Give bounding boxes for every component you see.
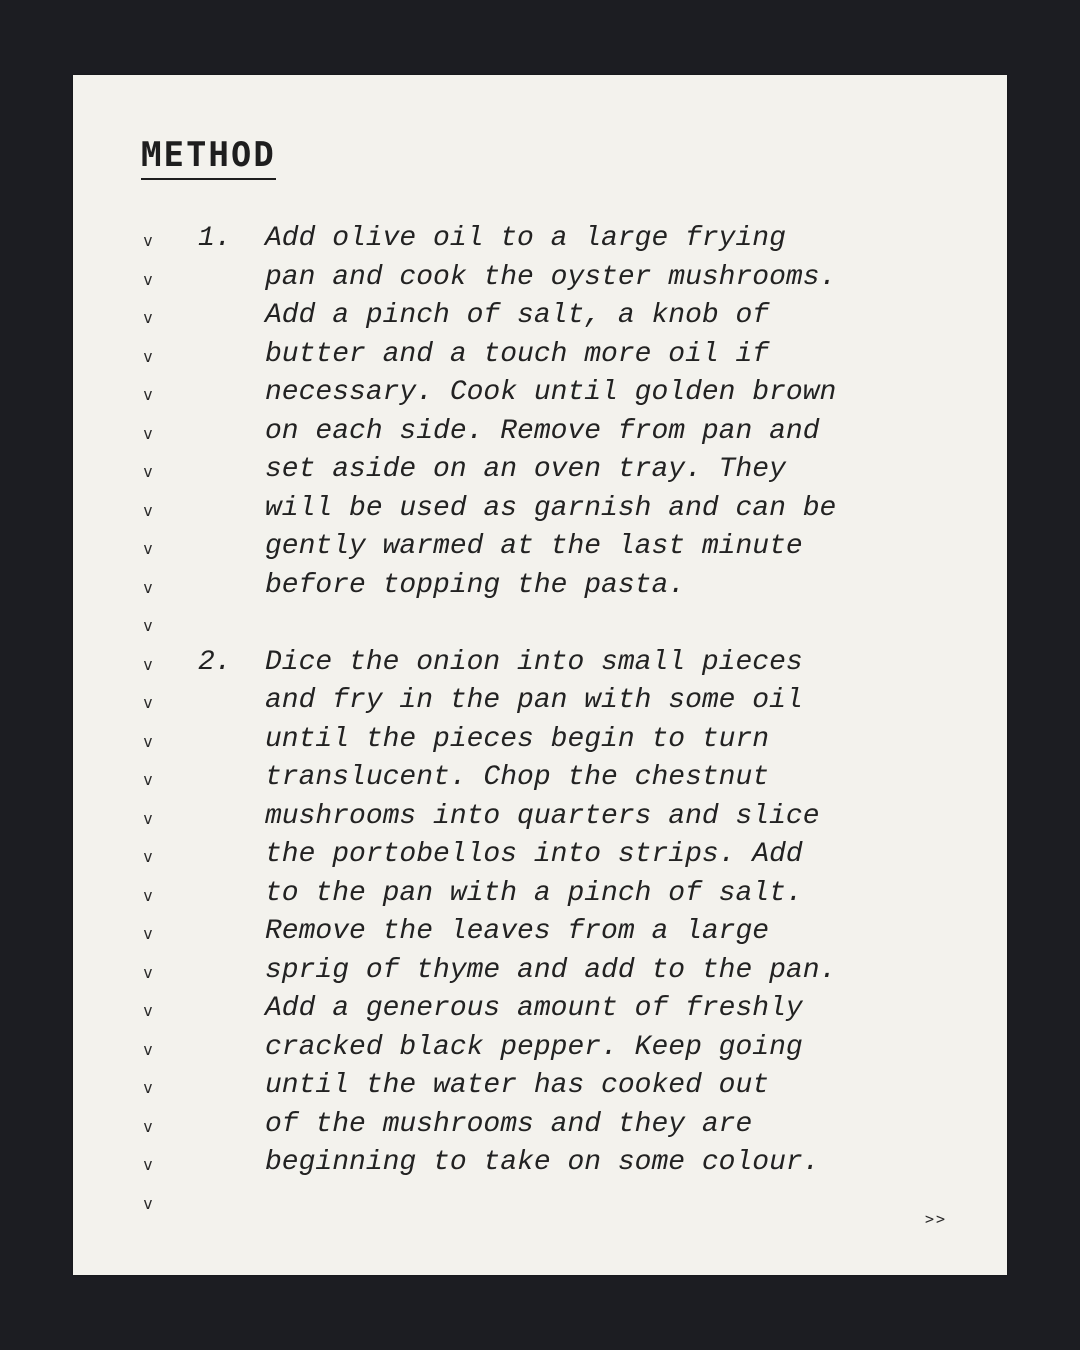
line-marker: v [143, 1193, 153, 1213]
method-step [198, 644, 958, 1183]
recipe-page [73, 75, 1007, 1275]
line-marker: v [143, 462, 153, 481]
line-marker: v [143, 269, 153, 289]
step-number: 2. [198, 646, 232, 678]
line-marker: v [143, 770, 153, 789]
line-marker: v [143, 654, 153, 674]
line-marker: v [143, 423, 153, 443]
line-marker: v [143, 1116, 153, 1136]
line-markers [137, 222, 159, 1223]
line-marker: v [143, 539, 153, 558]
step-text-line: Add a generous amount of freshly [265, 993, 803, 1024]
step-text-line: Add a pinch of salt, a knob of [265, 300, 770, 331]
line-marker: v [143, 924, 153, 943]
step-text-line: will be used as garnish and can be [265, 492, 837, 524]
step-text-line: translucent. Chop the chestnut [265, 762, 770, 793]
step-text-line: gently warmed at the last minute [265, 531, 803, 562]
line-marker: v [143, 385, 153, 404]
method-step [198, 220, 958, 605]
step-text-line: Remove the leaves from a large [265, 916, 770, 947]
step-text-line: the portobellos into strips. Add [265, 839, 803, 870]
step-text-line: Add olive oil to a large frying [265, 223, 786, 254]
line-marker: v [143, 231, 153, 250]
step-text [265, 644, 836, 1183]
line-marker: v [143, 1039, 153, 1059]
step-text-line: to the pan with a pinch of salt. [265, 877, 803, 909]
step-text-line: before topping the pasta. [265, 569, 686, 601]
step-text-line: pan and cook the oyster mushrooms. [265, 261, 837, 293]
step-text-line: and fry in the pan with some oil [265, 685, 803, 716]
line-marker: v [143, 847, 153, 866]
step-text-line: beginning to take on some colour. [265, 1147, 820, 1178]
line-marker: v [143, 693, 153, 712]
line-marker: v [143, 577, 153, 597]
line-marker: v [143, 962, 153, 982]
step-text-line: until the pieces begin to turn [265, 723, 770, 755]
step-text-line: mushrooms into quarters and slice [265, 800, 820, 832]
step-text-line: of the mushrooms and they are [265, 1108, 753, 1140]
line-marker: v [143, 1155, 153, 1174]
step-text-line: set aside on an oven tray. They [265, 454, 786, 485]
step-text [265, 220, 836, 605]
step-text-line: sprig of thyme and add to the pan. [265, 954, 837, 986]
step-text-line: cracked black pepper. Keep going [265, 1031, 803, 1063]
step-number: 1. [198, 223, 232, 254]
step-text-line: until the water has cooked out [265, 1070, 770, 1101]
line-marker: v [143, 500, 153, 520]
line-marker: v [143, 616, 153, 635]
line-marker: v [143, 308, 153, 327]
step-text-line: butter and a touch more oil if [265, 338, 770, 370]
step-text-line: on each side. Remove from pan and [265, 415, 820, 447]
step-text-line: necessary. Cook until golden brown [265, 377, 837, 408]
method-steps [198, 220, 958, 1221]
page-title: METHOD [141, 133, 276, 180]
line-marker: v [143, 1001, 153, 1020]
line-marker: v [143, 346, 153, 366]
next-page-indicator[interactable]: >> [924, 1210, 947, 1228]
line-marker: v [143, 808, 153, 828]
line-marker: v [143, 731, 153, 751]
line-marker: v [143, 885, 153, 905]
step-text-line: Dice the onion into small pieces [265, 646, 803, 678]
line-marker: v [143, 1078, 153, 1097]
